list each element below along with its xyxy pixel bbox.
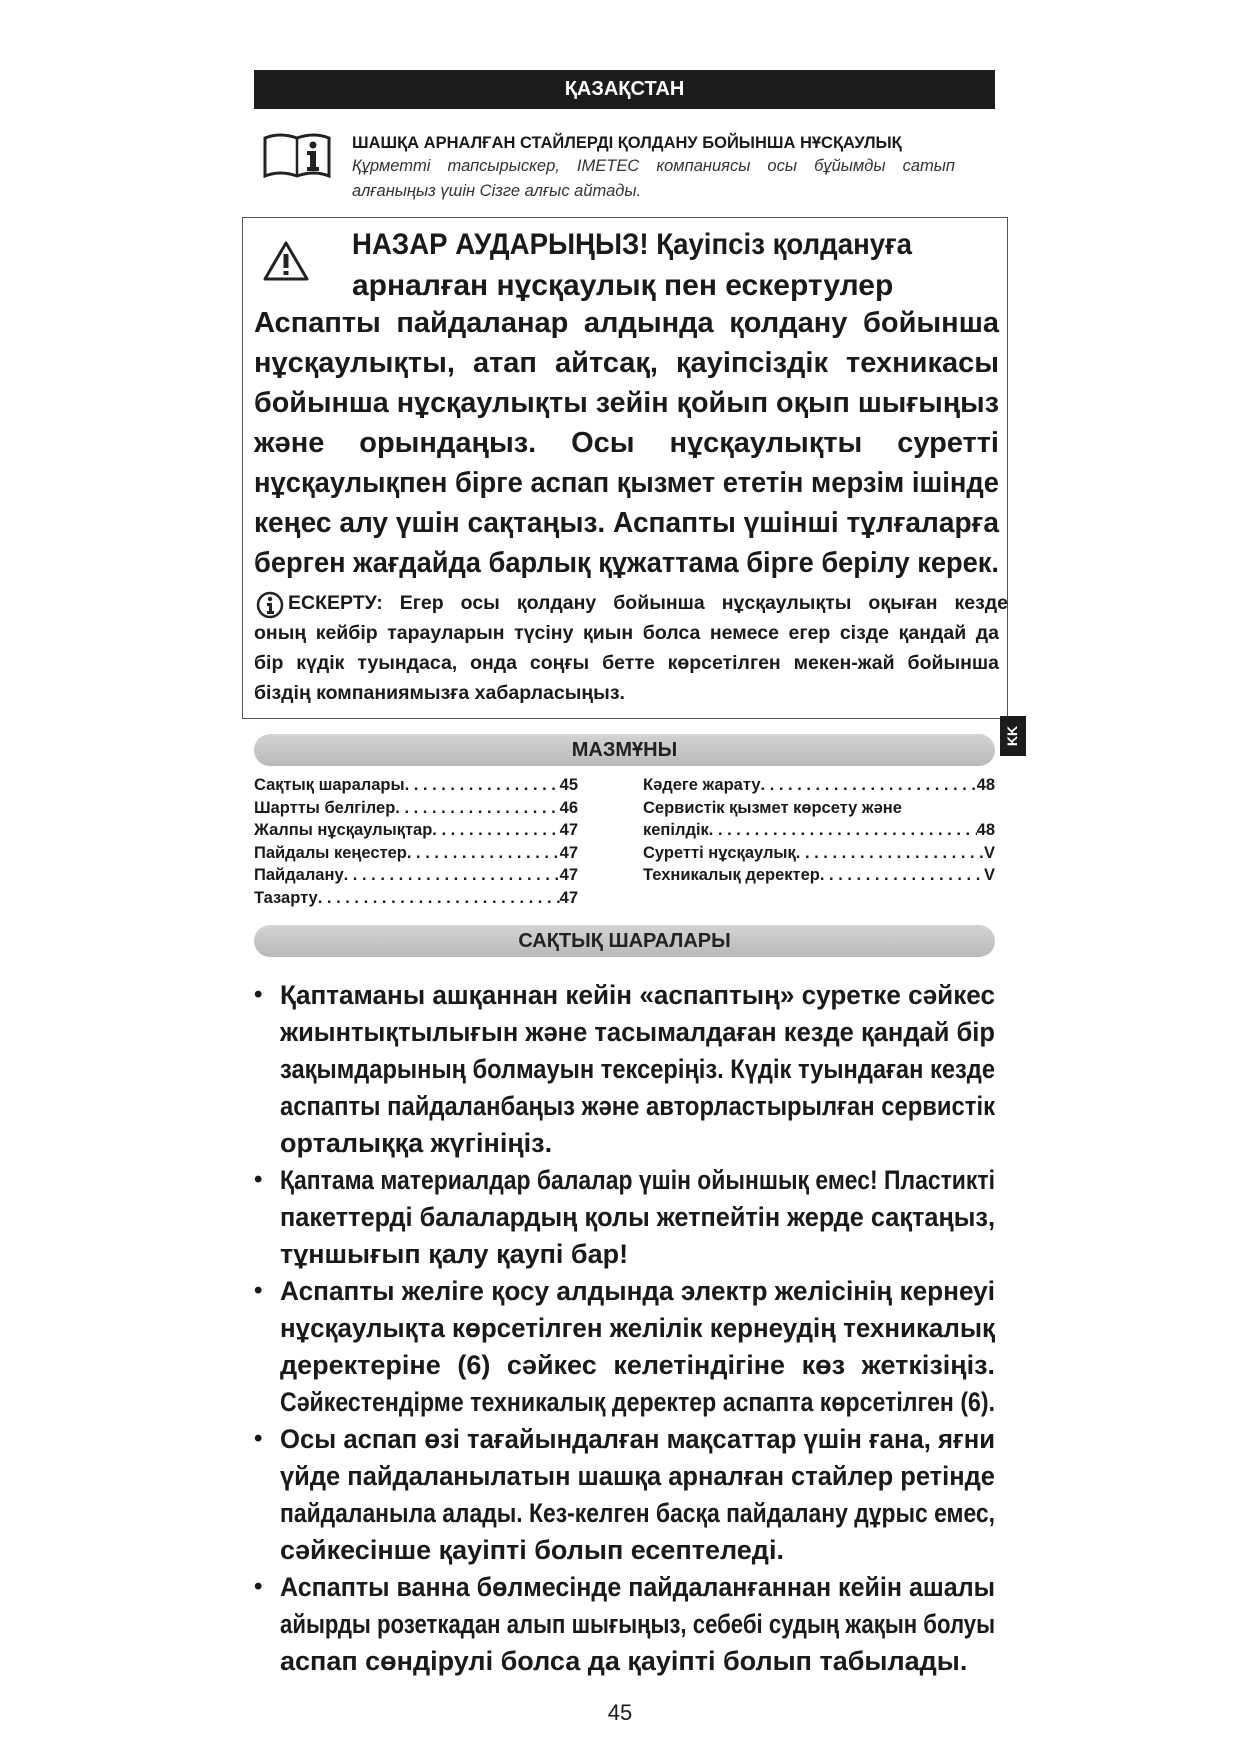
safety-header: САҚТЫҚ ШАРАЛАРЫ — [254, 925, 995, 957]
toc-entry-label: Пайдалы кеңестер — [254, 843, 407, 862]
toc-entry-page: 47 — [559, 843, 578, 862]
toc-leader-dots — [432, 821, 559, 840]
contents-header: МАЗМҰНЫ — [254, 734, 995, 766]
safety-bullet-line — [280, 1461, 1037, 1492]
safety-bullet-line — [280, 1498, 1123, 1529]
bullet-icon: • — [254, 1277, 263, 1304]
safety-bullet-line — [280, 1646, 967, 1677]
safety-bullet-line-text: деректеріне (6) сәйкес келетіндігіне көз жеткізіңіз. — [280, 1350, 995, 1380]
toc-entry-page: 46 — [559, 798, 578, 817]
warning-title-line — [352, 228, 960, 262]
toc-entry[interactable] — [643, 866, 995, 885]
toc-entry-page: 48 — [976, 821, 995, 840]
warning-title-line-text: арналған нұсқаулық пен ескертулер — [352, 269, 894, 302]
warning-title-line — [352, 269, 893, 303]
toc-entry-page: V — [983, 866, 995, 885]
toc-entry-page: 47 — [559, 889, 578, 907]
toc-entry-label: Сервистік қызмет көрсету және — [643, 798, 902, 817]
toc-entry[interactable] — [254, 889, 578, 908]
bullet-icon: • — [254, 1166, 263, 1193]
toc-entry-page: 45 — [559, 776, 578, 794]
toc-entry-label: Суретті нұсқаулық — [643, 843, 796, 862]
safety-bullet-line — [280, 1239, 628, 1270]
safety-bullet-line-text: Қаптаманы ашқаннан кейін «аспаптың» суретке сәйкес — [280, 980, 995, 1010]
toc-entry[interactable] — [643, 799, 995, 818]
warning-body-line-text: және орындаңыз. Осы нұсқаулықты суретті — [254, 427, 999, 459]
toc-entry[interactable] — [643, 844, 995, 863]
safety-bullet-line-text: Сәйкестендірме техникалық деректер аспапта көрсетілген (6). — [280, 1387, 995, 1417]
manual-title: ШАШҚА АРНАЛҒАН СТАЙЛЕРДІ ҚОЛДАНУ БОЙЫНША НҰСҚАУЛЫҚ — [352, 134, 902, 152]
toc-entry-label: кепілдік — [643, 821, 709, 840]
warning-note-line — [288, 592, 1008, 615]
toc-entry-page: 48 — [976, 776, 995, 794]
safety-bullet-line-text: аспапты пайдаланбаңыз және авторластырылған сервистік — [280, 1091, 995, 1121]
toc-leader-dots — [761, 776, 977, 795]
warning-body-line-text: Аспапты пайдаланар алдында қолдану бойынша — [254, 307, 999, 339]
warning-note-line — [254, 622, 999, 645]
intro-line: Құрметті тапсырыскер, IMETEC компаниясы осы бұйымды сатып — [352, 157, 955, 175]
toc-leader-dots — [405, 776, 560, 795]
safety-bullet-line — [280, 980, 1019, 1011]
toc-entry[interactable] — [254, 776, 578, 795]
warning-body-line — [254, 467, 1044, 500]
safety-bullet-line-text: зақымдарының болмауын тексеріңіз. Күдік туындаған кезде — [280, 1054, 995, 1084]
warning-body-line-text: берген жағдайда барлық құжаттама бірге берілу керек. — [254, 547, 999, 579]
toc-entry-label: Сақтық шаралары — [254, 776, 405, 794]
toc-leader-dots — [709, 821, 977, 840]
warning-body-line — [254, 387, 1006, 420]
toc-leader-dots — [796, 844, 984, 863]
language-tab-kk: KK — [1000, 716, 1026, 756]
safety-bullet-line — [280, 1128, 552, 1159]
safety-bullet-line — [280, 1535, 784, 1566]
toc-entry-label: Тазарту — [254, 889, 318, 907]
safety-bullet-line — [280, 1276, 1017, 1307]
safety-bullet-line — [280, 1202, 1043, 1233]
toc-entry[interactable] — [254, 866, 578, 885]
safety-bullet-line-text: аспап сөндірулі болса да қауіпті болып табылады. — [280, 1646, 968, 1676]
safety-bullet-line-text: сәйкесінше қауіпті болып есептеледі. — [280, 1535, 784, 1565]
toc-entry[interactable] — [643, 776, 995, 795]
toc-entry-label: Кәдеге жарату — [643, 776, 761, 794]
toc-entry-page: 47 — [559, 821, 578, 840]
warning-note-line-text: оның кейбір тарауларын түсіну қиын болса немесе егер сізде қандай да — [254, 622, 999, 644]
warning-body-line-text: нұсқаулықпен бірге аспап қызмет ететін мерзім ішінде — [254, 467, 999, 499]
warning-body-line — [254, 307, 999, 340]
toc-entry-label: Жалпы нұсқаулықтар — [254, 821, 433, 840]
toc-leader-dots — [820, 866, 984, 885]
safety-bullet-line-text: айырды розеткадан алып шығыңыз, себебі судың жақын болуы — [280, 1609, 995, 1639]
safety-bullet-line — [280, 1387, 1115, 1418]
bullet-icon: • — [254, 1573, 263, 1600]
safety-bullet-line-text: жиынтықтылығын және тасымалдаған кезде қандай бір — [280, 1017, 995, 1047]
safety-bullet-line-text: Қаптама материалдар балалар үшін ойыншық емес! Пластикті — [280, 1165, 995, 1195]
safety-bullet-line — [280, 1091, 1091, 1122]
safety-bullet-line-text: Осы аспап өзі тағайындалған мақсаттар үшін ғана, яғни — [280, 1424, 995, 1454]
intro-line: алғаныңыз үшін Сізге алғыс айтады. — [352, 182, 642, 200]
toc-entry[interactable] — [254, 844, 578, 863]
warning-body-line — [254, 347, 999, 380]
toc-leader-dots — [395, 799, 559, 818]
warning-note-line-text: ЕСКЕРТУ: Егер осы қолдану бойынша нұсқаулықты оқыған кезде — [288, 592, 1008, 614]
warning-body-line — [254, 547, 1047, 580]
safety-bullet-line — [280, 1572, 1051, 1603]
toc-entry[interactable] — [643, 821, 995, 840]
toc-entry-label: Шартты белгілер — [254, 798, 396, 817]
safety-bullet-line — [280, 1165, 1122, 1196]
toc-entry-page: V — [983, 843, 995, 862]
warning-note-line-text: біздің компаниямызға хабарласыңыз. — [254, 682, 625, 704]
bullet-icon: • — [254, 1425, 263, 1452]
toc-leader-dots — [344, 866, 560, 885]
toc-entry-page: 47 — [559, 866, 578, 885]
toc-leader-dots — [318, 889, 560, 908]
toc-entry-label: Техникалық деректер — [643, 866, 820, 885]
safety-bullet-line-text: Аспапты ванна бөлмесінде пайдаланғаннан кейін ашалы — [280, 1572, 995, 1602]
warning-body-line-text: кеңес алу үшін сақтаңыз. Аспапты үшінші тұлғаларға — [254, 507, 999, 539]
safety-bullet-line-text: тұншығып қалу қаупі бар! — [280, 1239, 629, 1269]
safety-bullet-line-text: үйде пайдаланылатын шашқа арналған стайлер ретінде — [280, 1461, 995, 1491]
warning-note-line-text: бір күдік туындаса, онда соңғы бетте көрсетілген мекен-жай бойынша — [254, 652, 999, 674]
safety-bullet-line-text: пакеттерді балалардың қолы жетпейтін жерде сақтаңыз, — [280, 1202, 995, 1232]
warning-body-line-text: бойынша нұсқаулықты зейін қойып оқып шығыңыз — [254, 387, 999, 419]
section-header-kazakhstan: ҚАЗАҚСТАН — [254, 70, 995, 109]
info-circle-icon — [256, 591, 284, 619]
page-number: 45 — [607, 1700, 633, 1725]
safety-bullet-line — [280, 1424, 1032, 1455]
toc-entry[interactable] — [254, 799, 578, 818]
safety-bullet-line — [280, 1054, 1095, 1085]
safety-bullet-line-text: нұсқаулықта көрсетілген желілік кернеудің техникалық — [280, 1313, 995, 1343]
warning-note-line — [254, 652, 999, 675]
warning-title-line-text: НАЗАР АУДАРЫҢЫЗ! Қауіпсіз қолдануға — [352, 228, 912, 261]
warning-note-line — [254, 682, 625, 705]
safety-bullet-line — [280, 1313, 1024, 1344]
toc-leader-dots — [407, 844, 560, 863]
safety-bullet-line-text: пайдаланыла алады. Кез-келген басқа пайдалану дұрыс емес, — [280, 1498, 995, 1528]
warning-body-line — [254, 507, 1023, 540]
bullet-icon: • — [254, 981, 263, 1008]
safety-bullet-line — [280, 1350, 995, 1381]
toc-entry[interactable] — [254, 821, 578, 840]
safety-bullet-line — [280, 1609, 1151, 1640]
safety-bullet-line-text: Аспапты желіге қосу алдында электр желісінің кернеуі — [280, 1276, 995, 1306]
warning-triangle-icon — [262, 240, 310, 282]
warning-body-line-text: нұсқаулықты, атап айтсақ, қауіпсіздік техникасы — [254, 347, 999, 379]
warning-body-line — [254, 427, 999, 460]
safety-bullet-line-text: орталыққа жүгініңіз. — [280, 1128, 553, 1158]
toc-entry-label: Пайдалану — [254, 866, 344, 885]
manual-info-icon — [262, 132, 332, 180]
safety-bullet-line — [280, 1017, 1036, 1048]
